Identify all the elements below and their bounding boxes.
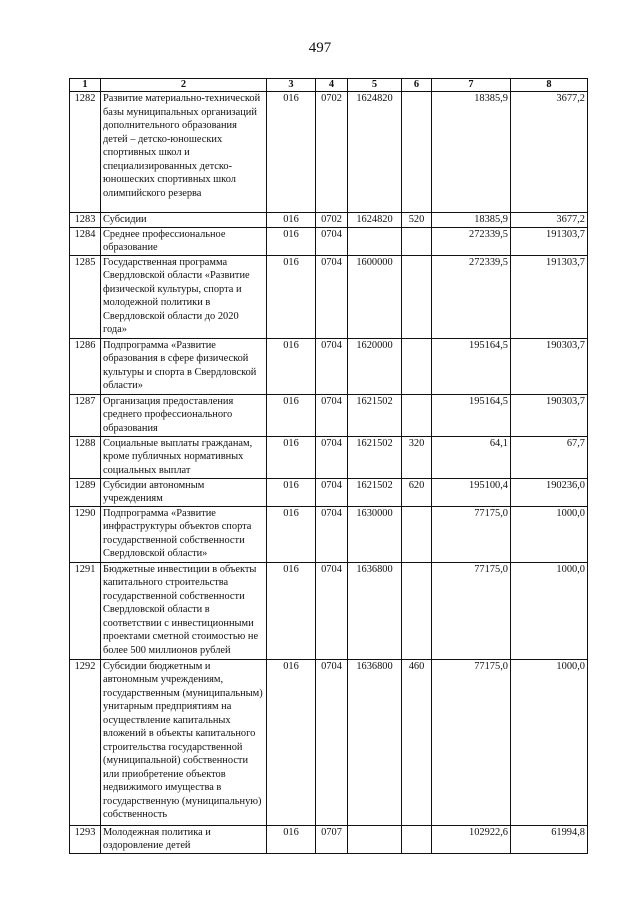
header-col-8: 8	[511, 79, 588, 92]
row-amount-2: 3677,2	[511, 92, 588, 213]
row-number: 1283	[70, 213, 101, 228]
table-row	[70, 659, 588, 825]
row-ministry-code: 016	[267, 255, 316, 338]
header-row	[70, 79, 588, 92]
table-row	[70, 436, 588, 478]
row-expense-type: 460	[402, 659, 432, 825]
row-target-code	[348, 825, 402, 853]
table-row	[70, 255, 588, 338]
row-number: 1285	[70, 255, 101, 338]
row-section-code: 0704	[316, 394, 348, 436]
header-col-4: 4	[316, 79, 348, 92]
row-section-code: 0704	[316, 562, 348, 659]
row-section-code: 0704	[316, 659, 348, 825]
row-name: Развитие материально-технической базы муниципальных организаций дополнительного образования детей – детско-юношеских спортивных школ и специализированных детско-юношеских спортивных школ олимпийского резерва	[101, 92, 267, 213]
header-col-7: 7	[432, 79, 511, 92]
row-name: Подпрограмма «Развитие образования в сфере физической культуры и спорта в Свердловской области»	[101, 338, 267, 394]
page-number: 497	[308, 40, 332, 56]
row-ministry-code: 016	[267, 478, 316, 506]
row-target-code: 1620000	[348, 338, 402, 394]
row-expense-type	[402, 562, 432, 659]
row-amount-2: 190236,0	[511, 478, 588, 506]
header-col-1: 1	[70, 79, 101, 92]
row-ministry-code: 016	[267, 227, 316, 255]
row-target-code: 1621502	[348, 394, 402, 436]
row-number: 1284	[70, 227, 101, 255]
row-name: Подпрограмма «Развитие инфраструктуры объектов спорта государственной собственности Свердловской области»	[101, 506, 267, 562]
row-number: 1291	[70, 562, 101, 659]
row-amount-2: 61994,8	[511, 825, 588, 853]
row-name: Среднее профессиональное образование	[101, 227, 267, 255]
header-col-6: 6	[402, 79, 432, 92]
row-expense-type	[402, 92, 432, 213]
row-amount-1: 18385,9	[432, 213, 511, 228]
row-amount-1: 64,1	[432, 436, 511, 478]
row-target-code: 1636800	[348, 659, 402, 825]
table-row	[70, 562, 588, 659]
row-ministry-code: 016	[267, 92, 316, 213]
row-expense-type	[402, 338, 432, 394]
row-target-code: 1621502	[348, 436, 402, 478]
table-row	[70, 92, 588, 213]
row-amount-1: 195100,4	[432, 478, 511, 506]
row-name: Молодежная политика и оздоровление детей	[101, 825, 267, 853]
row-amount-1: 195164,5	[432, 394, 511, 436]
table-row	[70, 478, 588, 506]
row-ministry-code: 016	[267, 825, 316, 853]
table-row	[70, 338, 588, 394]
row-expense-type	[402, 394, 432, 436]
row-section-code: 0702	[316, 92, 348, 213]
row-section-code: 0704	[316, 255, 348, 338]
table-row	[70, 213, 588, 228]
row-amount-1: 77175,0	[432, 506, 511, 562]
row-ministry-code: 016	[267, 562, 316, 659]
row-amount-2: 1000,0	[511, 506, 588, 562]
row-number: 1288	[70, 436, 101, 478]
row-ministry-code: 016	[267, 213, 316, 228]
row-amount-2: 3677,2	[511, 213, 588, 228]
row-expense-type	[402, 825, 432, 853]
row-name: Социальные выплаты гражданам, кроме публичных нормативных социальных выплат	[101, 436, 267, 478]
row-number: 1282	[70, 92, 101, 213]
row-number: 1290	[70, 506, 101, 562]
row-section-code: 0704	[316, 338, 348, 394]
row-amount-2: 1000,0	[511, 562, 588, 659]
row-section-code: 0707	[316, 825, 348, 853]
row-section-code: 0704	[316, 478, 348, 506]
row-amount-2: 67,7	[511, 436, 588, 478]
row-ministry-code: 016	[267, 338, 316, 394]
row-expense-type	[402, 227, 432, 255]
row-amount-2: 191303,7	[511, 227, 588, 255]
row-ministry-code: 016	[267, 394, 316, 436]
row-name: Организация предоставления среднего профессионального образования	[101, 394, 267, 436]
row-target-code: 1600000	[348, 255, 402, 338]
row-ministry-code: 016	[267, 436, 316, 478]
row-number: 1287	[70, 394, 101, 436]
table-row	[70, 227, 588, 255]
table-row	[70, 506, 588, 562]
row-target-code: 1621502	[348, 478, 402, 506]
row-section-code: 0702	[316, 213, 348, 228]
row-number: 1292	[70, 659, 101, 825]
row-amount-1: 272339,5	[432, 255, 511, 338]
row-name: Государственная программа Свердловской области «Развитие физической культуры, спорта и молодежной политики в Свердловской области до 2020 года»	[101, 255, 267, 338]
row-expense-type	[402, 255, 432, 338]
row-amount-1: 18385,9	[432, 92, 511, 213]
row-target-code: 1624820	[348, 213, 402, 228]
budget-table	[69, 78, 588, 854]
row-section-code: 0704	[316, 436, 348, 478]
row-name: Субсидии автономным учреждениям	[101, 478, 267, 506]
row-name: Субсидии бюджетным и автономным учреждениям, государственным (муниципальным) унитарным предприятиям на осуществление капитальных вложений в объекты капитального строительства государственной (муниципальной) собственности или приобретение объектов недвижимого имущества в государственную (муниципальную) собственность	[101, 659, 267, 825]
row-amount-2: 190303,7	[511, 394, 588, 436]
row-expense-type: 520	[402, 213, 432, 228]
row-amount-1: 102922,6	[432, 825, 511, 853]
row-amount-2: 191303,7	[511, 255, 588, 338]
row-amount-2: 1000,0	[511, 659, 588, 825]
row-amount-1: 195164,5	[432, 338, 511, 394]
row-section-code: 0704	[316, 227, 348, 255]
row-expense-type: 620	[402, 478, 432, 506]
header-col-2: 2	[101, 79, 267, 92]
row-name: Субсидии	[101, 213, 267, 228]
table-row	[70, 825, 588, 853]
row-target-code: 1636800	[348, 562, 402, 659]
table-row	[70, 394, 588, 436]
row-target-code: 1630000	[348, 506, 402, 562]
row-number: 1293	[70, 825, 101, 853]
row-ministry-code: 016	[267, 506, 316, 562]
row-amount-1: 77175,0	[432, 659, 511, 825]
header-col-5: 5	[348, 79, 402, 92]
row-amount-2: 190303,7	[511, 338, 588, 394]
row-name: Бюджетные инвестиции в объекты капитального строительства государственной собственности Свердловской области в соответствии с инвестиционными проектами сметной стоимостью не более 500 миллионов рублей	[101, 562, 267, 659]
row-amount-1: 272339,5	[432, 227, 511, 255]
row-expense-type	[402, 506, 432, 562]
row-expense-type: 320	[402, 436, 432, 478]
row-number: 1286	[70, 338, 101, 394]
row-target-code	[348, 227, 402, 255]
row-section-code: 0704	[316, 506, 348, 562]
header-col-3: 3	[267, 79, 316, 92]
row-number: 1289	[70, 478, 101, 506]
row-target-code: 1624820	[348, 92, 402, 213]
row-amount-1: 77175,0	[432, 562, 511, 659]
row-ministry-code: 016	[267, 659, 316, 825]
